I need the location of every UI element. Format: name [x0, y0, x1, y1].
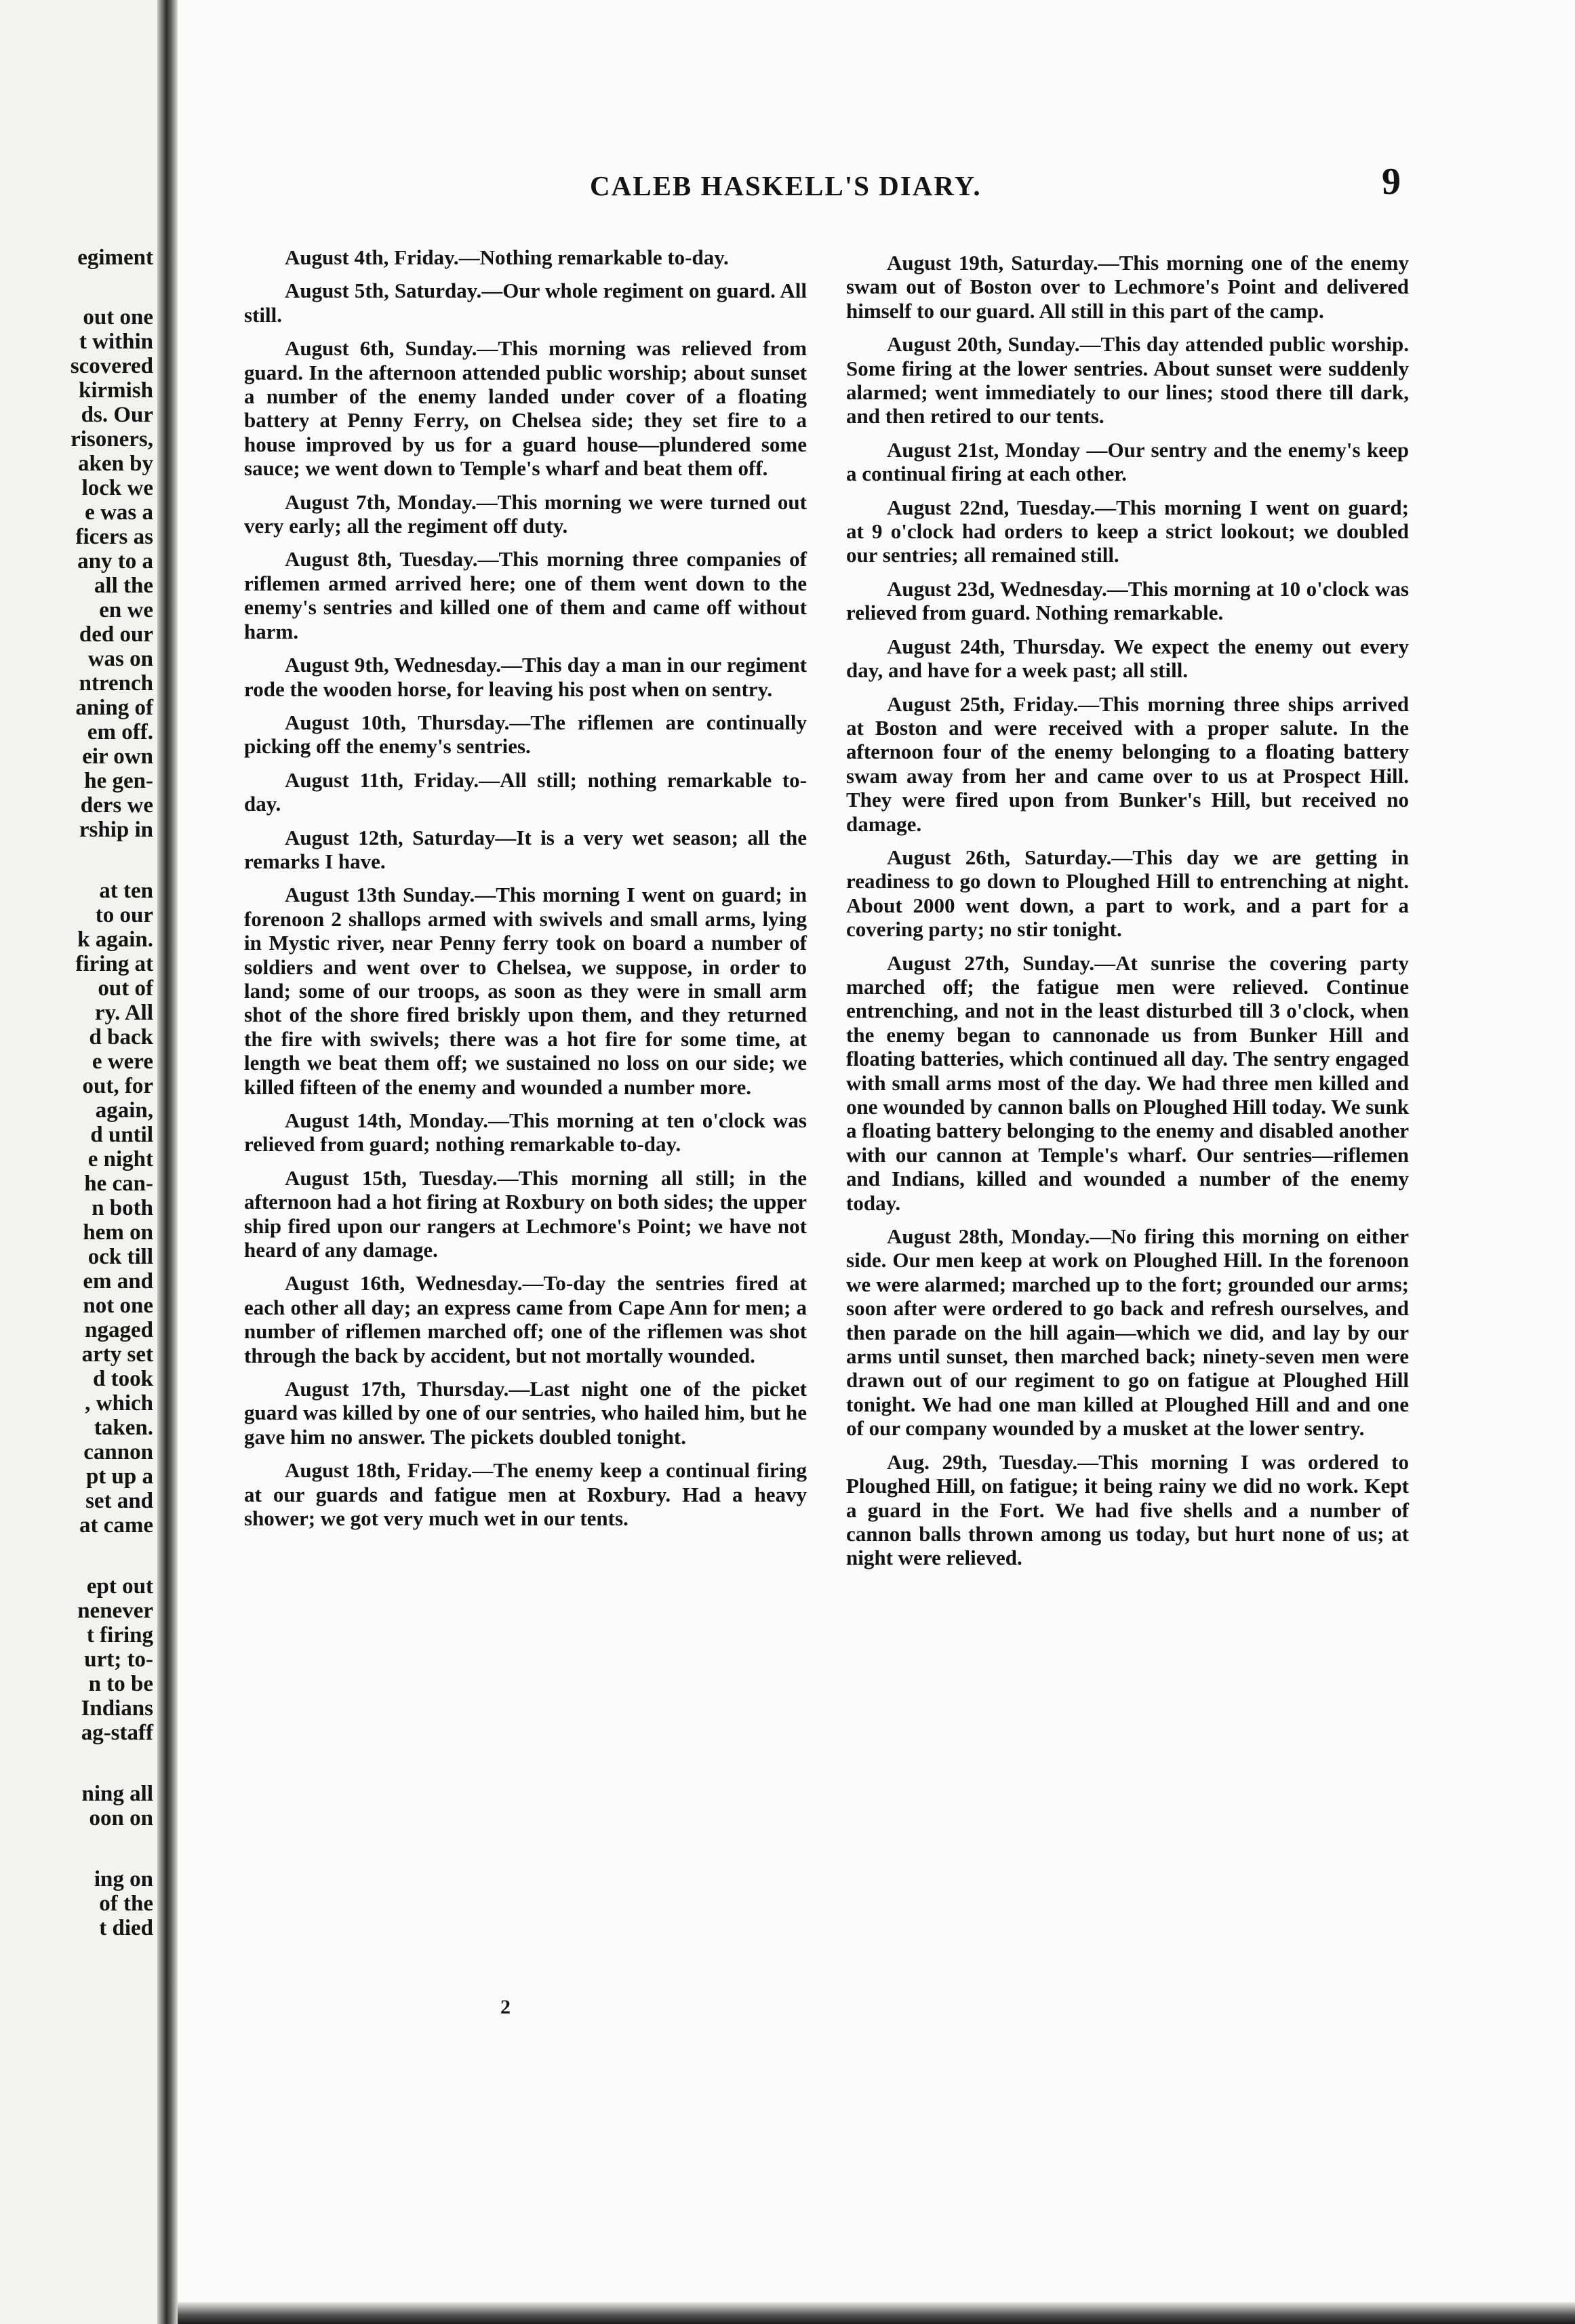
facing-page-line: ock till — [87, 1245, 153, 1269]
diary-entry: August 16th, Wednesday.—To-day the sentries fired at each other all day; an express came from Cape Ann for men; a number of riflemen marched off; one of the riflemen was shot through the back by accident, but not mortally wounded. — [244, 1271, 807, 1367]
diary-entry: August 28th, Monday.—No firing this morning on either side. Our men keep at work on Ploughed Hill. In the forenoon we were alarmed; marched up to the fort; grounded our arms; soon after were ordered to go back and refresh ourselves, and then parade on the hill again—which we did, and lay by our arms until sunset, then marched back; ninety-seven men were drawn out of our regiment to go on fatigue at Ploughed Hill tonight. We had one man killed at Ploughed Hill and and one of our company wounded by a musket at the lower sentry. — [846, 1224, 1409, 1441]
facing-page-line: d until — [90, 1123, 153, 1147]
facing-page-line: urt; to- — [84, 1647, 153, 1672]
facing-page-line: egiment — [77, 245, 153, 270]
facing-page-line: set and — [85, 1489, 153, 1513]
diary-entry: August 20th, Sunday.—This day attended public worship. Some firing at the lower sentries. About sunset were suddenly alarmed; went immediately to our lines; stood there till dark, and then retired to our tents. — [846, 332, 1409, 428]
facing-page-line: aning of — [75, 696, 153, 720]
facing-page-line: again, — [95, 1098, 153, 1123]
facing-page-line: ntrench — [79, 671, 153, 696]
facing-page-line: kirmish — [78, 378, 153, 403]
facing-page-line: scovered — [70, 354, 153, 378]
facing-page-line: em off. — [87, 720, 153, 744]
diary-entry: August 19th, Saturday.—This morning one of the enemy swam out of Boston over to Lechmore's Point and delivered himself to our guard. All still in this part of the camp. — [846, 251, 1409, 323]
diary-entry: August 7th, Monday.—This morning we were turned out very early; all the regiment off duty. — [244, 489, 807, 538]
facing-page-line: he can- — [84, 1171, 153, 1196]
facing-page-line: ry. All — [94, 1001, 153, 1025]
facing-page-line: ficers as — [75, 525, 153, 549]
diary-entry: August 11th, Friday.—All still; nothing remarkable to-day. — [244, 767, 807, 816]
facing-page-line: taken. — [94, 1416, 153, 1440]
facing-page-line: d back — [89, 1025, 153, 1049]
diary-entry: August 6th, Sunday.—This morning was relieved from guard. In the afternoon attended public worship; about sunset a number of the enemy landed under cover of a floating battery at Penny Ferry, on Chelsea side; they set fire to a house improved by us for a guard house—plundered some sauce; we went down to Temple's wharf and beat them off. — [244, 336, 807, 481]
facing-page-line: hem on — [83, 1220, 153, 1245]
facing-page-line: was on — [87, 647, 153, 671]
facing-page-line: arty set — [81, 1342, 153, 1367]
facing-page-line: aken by — [78, 452, 153, 476]
running-head: CALEB HASKELL'S DIARY. — [590, 170, 982, 201]
diary-entry: August 5th, Saturday.—Our whole regiment on guard. All still. — [244, 279, 807, 327]
diary-entry: August 4th, Friday.—Nothing remarkable to-day. — [285, 245, 729, 269]
facing-page-line: ders we — [80, 793, 153, 818]
diary-entry: August 18th, Friday.—The enemy keep a continual firing at our guards and fatigue men at Roxbury. Had a heavy shower; we got very much wet in our tents. — [244, 1458, 807, 1531]
facing-page-line: ning all — [81, 1782, 153, 1806]
diary-entry: August 21st, Monday —Our sentry and the enemy's keep a continual firing at each other. — [846, 437, 1409, 486]
text-column-right — [846, 251, 1409, 1580]
facing-page-line: firing at — [75, 952, 153, 976]
diary-entry: August 26th, Saturday.—This day we are getting in readiness to go down to Ploughed Hill to entrenching at night. About 2000 went down, a part to work, and a part for a covering party; no stir tonight. — [846, 845, 1409, 942]
facing-page-line: all the — [94, 574, 153, 598]
diary-entry: August 9th, Wednesday.—This day a man in our regiment rode the wooden horse, for leaving his post when on sentry. — [244, 653, 807, 701]
facing-page-line: d took — [93, 1367, 153, 1391]
diary-entry: August 25th, Friday.—This morning three ships arrived at Boston and were received with a proper salute. In the afternoon four of the enemy belonging to a floating battery swam away from her and came over to us at Prospect Hill. They were fired upon from Bunker's Hill, but received no damage. — [846, 692, 1409, 836]
facing-page-fragment — [0, 0, 157, 2324]
facing-page-line: out of — [98, 976, 153, 1001]
facing-page-line: risoners, — [71, 427, 153, 452]
facing-page-line: ded our — [79, 622, 153, 647]
facing-page-line: lock we — [81, 476, 153, 500]
facing-page-line: en we — [99, 598, 153, 622]
signature-mark: 2 — [500, 1996, 511, 2018]
facing-page-line: to our — [95, 903, 153, 927]
facing-page-line: ds. Our — [81, 403, 153, 427]
facing-page-line: t died — [99, 1916, 153, 1940]
book-spine — [157, 0, 178, 2324]
diary-entry: August 17th, Thursday.—Last night one of the picket guard was killed by one of our sentries, who hailed him, but he gave him no answer. The pickets doubled tonight. — [244, 1377, 807, 1449]
facing-page-line: not one — [83, 1294, 153, 1318]
facing-page-line: he gen- — [84, 769, 153, 793]
facing-page-line: t within — [79, 329, 153, 354]
diary-entry: August 15th, Tuesday.—This morning all still; in the afternoon had a hot firing at Roxbury on both sides; the upper ship fired upon our rangers at Lechmore's Point; we have not heard of any damage. — [244, 1165, 807, 1262]
diary-entry: August 10th, Thursday.—The riflemen are continually picking off the enemy's sentries. — [244, 710, 807, 759]
diary-entry: August 23d, Wednesday.—This morning at 10 o'clock was relieved from guard. Nothing remarkable. — [846, 576, 1409, 625]
diary-entry: August 24th, Thursday. We expect the enemy out every day, and have for a week past; all still. — [846, 634, 1409, 683]
facing-page-line: rship in — [79, 818, 153, 842]
facing-page-line: out one — [83, 305, 153, 329]
facing-page-line: n both — [92, 1196, 153, 1220]
facing-page-line: t firing — [86, 1623, 153, 1647]
diary-entry: Aug. 29th, Tuesday.—This morning I was ordered to Ploughed Hill, on fatigue; it being rainy we did no work. Kept a guard in the Fort. We had five shells and a number of cannon balls thrown among us today, but hurt none of us; at night were relieved. — [846, 1449, 1409, 1570]
facing-page-line: e were — [92, 1049, 153, 1074]
facing-page-line: cannon — [83, 1440, 153, 1464]
text-column-left — [244, 245, 807, 1540]
facing-page-line: pt up a — [85, 1464, 153, 1489]
facing-page-line: at came — [79, 1513, 153, 1538]
facing-page-line: oon on — [89, 1806, 153, 1830]
diary-entry: August 22nd, Tuesday.—This morning I went on guard; at 9 o'clock had orders to keep a strict lookout; we doubled our sentries; all remained still. — [846, 495, 1409, 567]
facing-page-line: , which — [85, 1391, 153, 1416]
facing-page-line: ing on — [94, 1867, 153, 1891]
facing-page-line: e night — [87, 1147, 153, 1171]
facing-page-line: ag-staff — [81, 1721, 153, 1745]
facing-page-line: at ten — [99, 879, 153, 903]
facing-page-line: nenever — [77, 1599, 153, 1623]
diary-entry: August 27th, Sunday.—At sunrise the covering party marched off; the fatigue men were relieved. Continue entrenching, and not in the least disturbed till 3 o'clock, when the enemy began to cannonade us from Bunker Hill and floating batteries, which continued all day. The sentry engaged with small arms most of the day. We had three men killed and one wounded by cannon balls on Ploughed Hill today. We sunk a floating battery belonging to the enemy and disabled another with our cannon at Temple's wharf. Our sentries—riflemen and Indians, killed and wounded a number of the enemy today. — [846, 950, 1409, 1215]
facing-page-line: n to be — [88, 1672, 153, 1696]
facing-page-line: ngaged — [85, 1318, 153, 1342]
facing-page-line: out, for — [82, 1074, 153, 1098]
facing-page-line: em and — [83, 1269, 153, 1294]
diary-entry: August 8th, Tuesday.—This morning three companies of riflemen armed arrived here; one of them went down to the enemy's sentries and killed one of them and came off without harm. — [244, 547, 807, 643]
page-bottom-edge — [178, 2302, 1575, 2324]
facing-page-line: Indians — [81, 1696, 153, 1721]
page-number: 9 — [1382, 161, 1401, 203]
facing-page-line: of the — [99, 1891, 153, 1916]
facing-page-line: any to a — [77, 549, 153, 574]
diary-entry: August 12th, Saturday—It is a very wet season; all the remarks I have. — [244, 825, 807, 873]
diary-entry: August 14th, Monday.—This morning at ten o'clock was relieved from guard; nothing remarkable to-day. — [244, 1108, 807, 1157]
facing-page-line: eir own — [82, 744, 153, 769]
diary-entry: August 13th Sunday.—This morning I went on guard; in forenoon 2 shallops armed with swivels and small arms, lying in Mystic river, near Penny ferry took on board a number of soldiers and went over to Chelsea, we suppose, in order to land; some of our troops, as soon as they were in small arm shot of the shore fired briskly upon them, and they returned the fire with swivels; there was a hot fire for some time, at length we beat them off; we sustained no loss on our side; we killed fifteen of the enemy and wounded a number more. — [244, 883, 807, 1099]
facing-page-line: ept out — [86, 1574, 153, 1599]
facing-page-line: k again. — [77, 927, 153, 952]
facing-page-line: e was a — [85, 500, 153, 525]
